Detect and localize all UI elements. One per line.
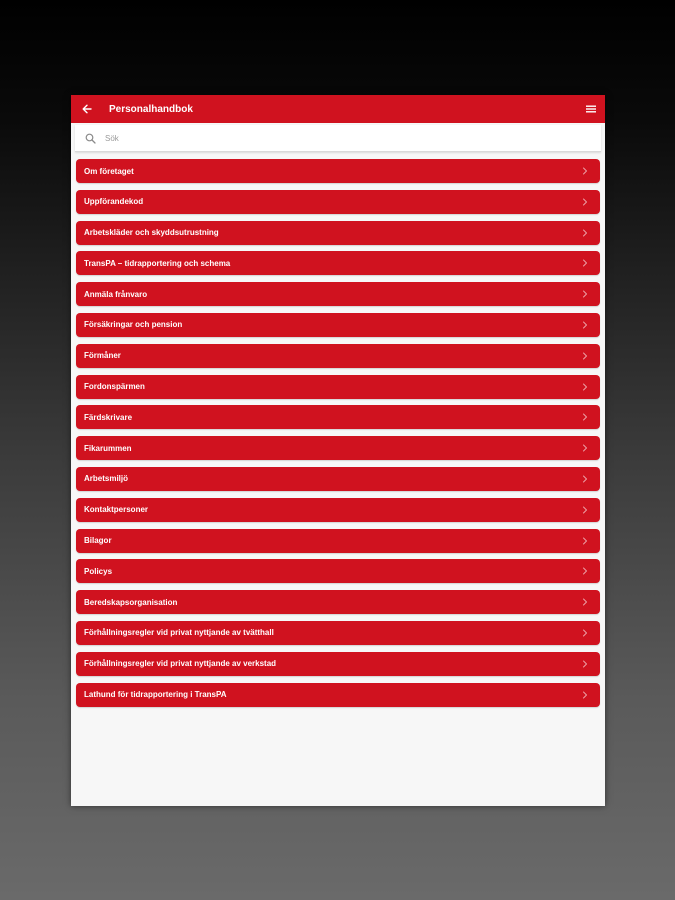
list-item[interactable] (76, 652, 600, 676)
list-item-label: Fikarummen (84, 443, 132, 453)
app-window (71, 95, 605, 806)
list-item[interactable] (76, 590, 600, 614)
search-bar[interactable] (75, 125, 601, 152)
list-item-label: Förhållningsregler vid privat nyttjande av tvätthall (84, 628, 274, 638)
chevron-right-icon (580, 197, 590, 207)
list-item-label: Förhållningsregler vid privat nyttjande av verkstad (84, 659, 277, 669)
list-item-label: Arbetsmiljö (84, 474, 129, 484)
chevron-right-icon (580, 289, 590, 299)
list-item[interactable] (76, 405, 600, 429)
app-bar (71, 95, 605, 123)
list-item-label: Arbetskläder och skyddsutrustning (84, 228, 219, 238)
chevron-right-icon (580, 474, 590, 484)
list-item-label: Lathund för tidrapportering i TransPA (84, 690, 227, 700)
list-item[interactable] (76, 221, 600, 245)
chevron-right-icon (580, 412, 590, 422)
chevron-right-icon (580, 382, 590, 392)
list-item[interactable] (76, 159, 600, 183)
back-button[interactable] (73, 95, 101, 123)
list-item-label: Försäkringar och pension (84, 320, 183, 330)
chevron-right-icon (580, 320, 590, 330)
list-item[interactable] (76, 683, 600, 707)
chevron-right-icon (580, 228, 590, 238)
list-item[interactable] (76, 344, 600, 368)
chevron-right-icon (580, 597, 590, 607)
chevron-right-icon (580, 659, 590, 669)
list-item-label: Anmäla frånvaro (84, 289, 148, 299)
list-item-label: Beredskapsorganisation (84, 597, 178, 607)
list-item[interactable] (76, 559, 600, 583)
search-icon (83, 131, 97, 145)
list-item[interactable] (76, 498, 600, 522)
chevron-right-icon (580, 628, 590, 638)
arrow-left-icon (82, 104, 92, 114)
menu-list (76, 159, 600, 713)
list-item-label: TransPA – tidrapportering och schema (84, 258, 231, 268)
list-item[interactable] (76, 313, 600, 337)
page-title: Personalhandbok (109, 103, 193, 115)
list-item[interactable] (76, 436, 600, 460)
list-item-label: Kontaktpersoner (84, 505, 149, 515)
list-item[interactable] (76, 621, 600, 645)
chevron-right-icon (580, 258, 590, 268)
chevron-right-icon (580, 166, 590, 176)
list-item[interactable] (76, 467, 600, 491)
chevron-right-icon (580, 536, 590, 546)
hamburger-menu-icon (586, 105, 596, 113)
list-item[interactable] (76, 190, 600, 214)
chevron-right-icon (580, 566, 590, 576)
menu-button[interactable] (585, 103, 597, 115)
list-item-label: Fordonspärmen (84, 382, 145, 392)
list-item[interactable] (76, 375, 600, 399)
chevron-right-icon (580, 690, 590, 700)
list-item[interactable] (76, 529, 600, 553)
chevron-right-icon (580, 351, 590, 361)
list-item-label: Om företaget (84, 166, 134, 176)
chevron-right-icon (580, 443, 590, 453)
list-item[interactable] (76, 251, 600, 275)
chevron-right-icon (580, 505, 590, 515)
search-input[interactable] (105, 134, 525, 143)
list-item-label: Uppförandekod (84, 197, 144, 207)
list-item-label: Förmåner (84, 351, 121, 361)
list-item[interactable] (76, 282, 600, 306)
list-item-label: Färdskrivare (84, 412, 133, 422)
list-item-label: Bilagor (84, 536, 112, 546)
list-item-label: Policys (84, 566, 113, 576)
